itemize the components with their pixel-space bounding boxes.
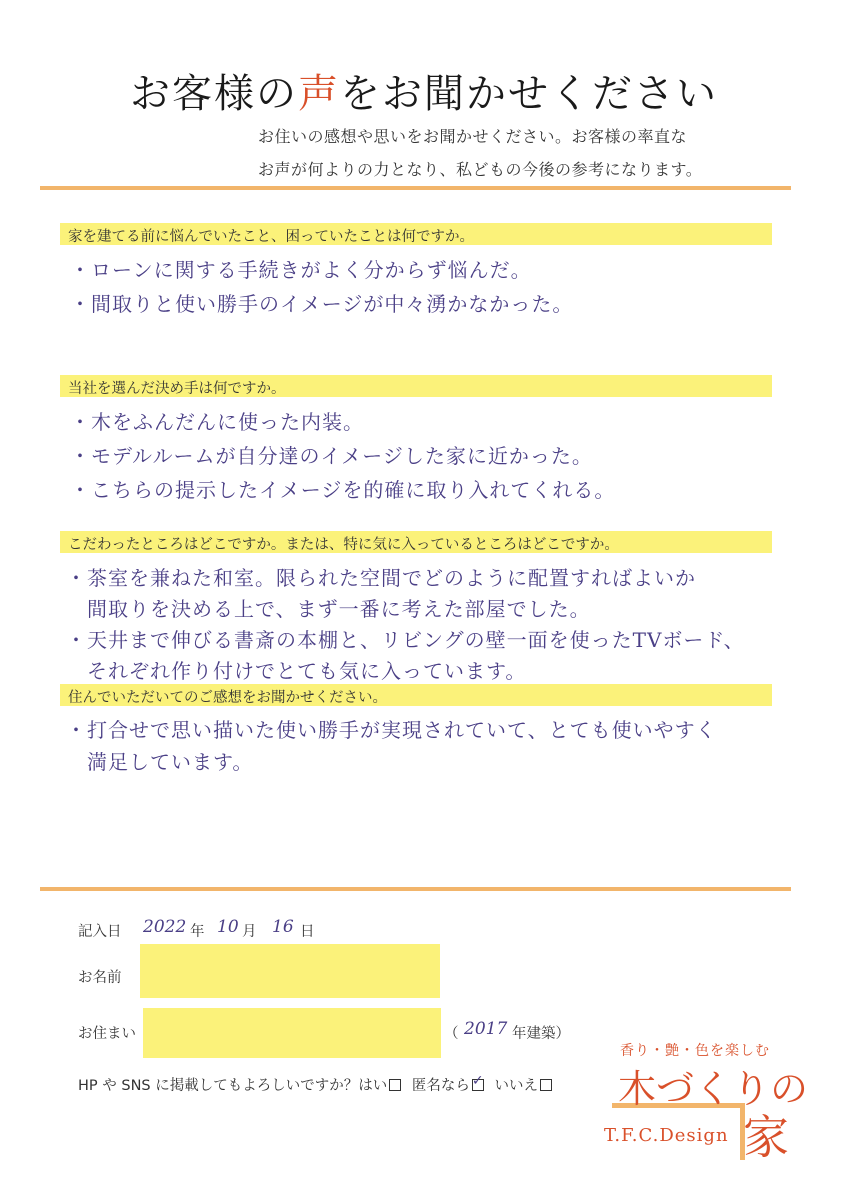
intro-line-2: お声が何よりの力となり、私どもの今後の参考になります。: [258, 160, 703, 179]
year-unit: 年: [190, 924, 205, 940]
bottom-divider: [40, 887, 791, 891]
answer-2-line-2: ・モデルルームが自分達のイメージした家に近かった。: [70, 444, 593, 468]
question-4: 住んでいただいてのご感想をお聞かせください。: [68, 690, 387, 706]
name-field-redacted: [140, 944, 440, 998]
answer-3-line-3: ・天井まで伸びる書斎の本棚と、リビングの壁一面を使ったTVボード、: [66, 628, 745, 652]
build-year: 2017: [464, 1019, 508, 1039]
consent-row: [78, 1074, 552, 1095]
title-pre: お客様の: [130, 71, 298, 117]
check-mark-icon: ✓: [471, 1073, 484, 1089]
question-3: こだわったところはどこですか。または、特に気に入っているところはどこですか。: [68, 537, 619, 553]
answer-1-line-2: ・間取りと使い勝手のイメージが中々湧かなかった。: [70, 292, 574, 316]
top-divider: [40, 186, 791, 190]
option-no-checkbox[interactable]: [540, 1079, 552, 1091]
date-label: 記入日: [78, 924, 122, 940]
option-no-label: いいえ: [494, 1078, 538, 1094]
build-year-suffix: 年建築）: [512, 1026, 570, 1042]
option-anon-checkbox[interactable]: [471, 1073, 484, 1091]
logo-tagline: 香り・艶・色を楽しむ: [620, 1043, 770, 1059]
option-yes-checkbox[interactable]: [389, 1079, 401, 1091]
logo-ie-character: 家: [743, 1110, 789, 1164]
answer-2-line-1: ・木をふんだんに使った内装。: [70, 410, 364, 434]
answer-3-line-4: それぞれ作り付けでとても気に入っています。: [66, 659, 527, 683]
date-month: 10: [217, 917, 239, 937]
address-label: お住まい: [78, 1026, 136, 1042]
date-day: 16: [272, 917, 294, 937]
title-accent: 声: [298, 71, 340, 117]
answer-1-line-1: ・ローンに関する手続きがよく分からず悩んだ。: [70, 258, 532, 282]
build-year-open: （: [444, 1026, 459, 1042]
option-anon-label: 匿名なら: [411, 1078, 470, 1094]
consent-question: HP や SNS に掲載してもよろしいですか？: [78, 1078, 359, 1094]
answer-3-line-2: 間取りを決める上で、まず一番に考えた部屋でした。: [66, 597, 591, 621]
question-1: 家を建てる前に悩んでいたこと、困っていたことは何ですか。: [68, 229, 474, 245]
month-unit: 月: [242, 924, 257, 940]
title-post: をお聞かせください: [340, 71, 718, 117]
logo-main-text: 木づくりの: [618, 1067, 809, 1111]
answer-3-line-1: ・茶室を兼ねた和室。限られた空間でどのように配置すればよいか: [66, 566, 696, 590]
name-label: お名前: [78, 970, 122, 986]
day-unit: 日: [300, 924, 315, 940]
date-year: 2022: [143, 917, 187, 937]
logo-english-text: T.F.C.Design: [604, 1125, 729, 1146]
question-2: 当社を選んだ決め手は何ですか。: [68, 381, 286, 397]
answer-4-line-1: ・打合せで思い描いた使い勝手が実現されていて、とても使いやすく: [66, 718, 717, 742]
address-field-redacted: [143, 1008, 441, 1058]
answer-4-line-2: 満足しています。: [66, 750, 254, 774]
intro-line-1: お住いの感想や思いをお聞かせください。お客様の率直な: [258, 127, 688, 146]
option-yes-label: はい: [358, 1078, 388, 1094]
page-title: [0, 62, 848, 119]
answer-2-line-3: ・こちらの提示したイメージを的確に取り入れてくれる。: [70, 478, 616, 502]
